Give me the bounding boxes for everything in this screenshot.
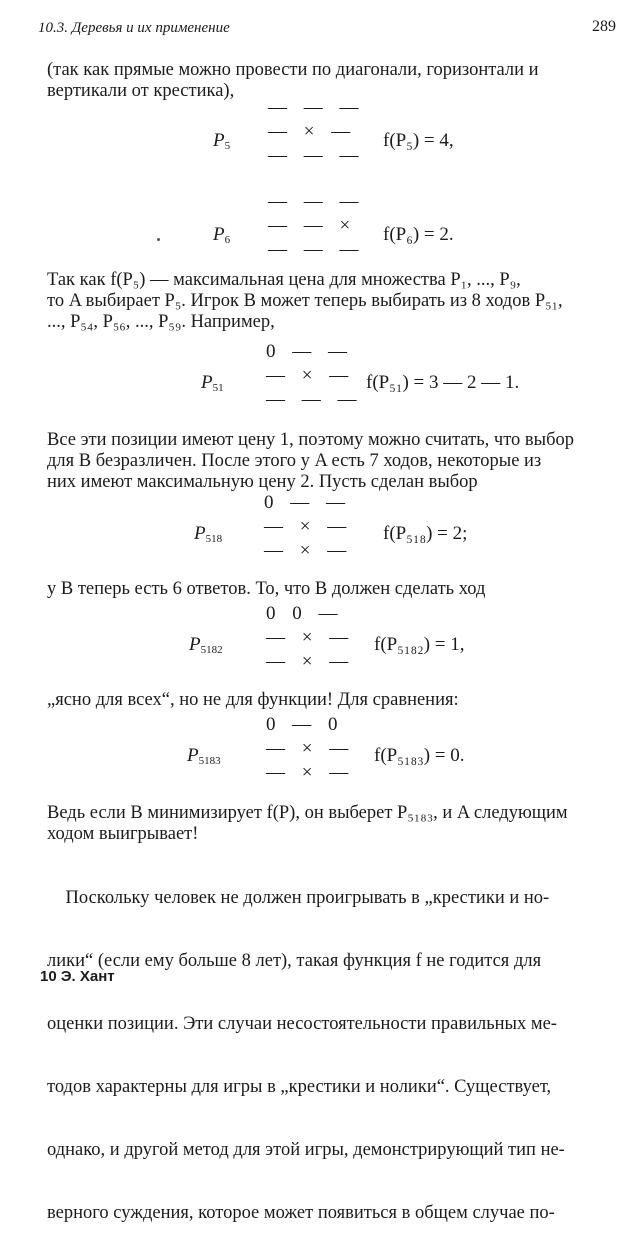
text-line: Поскольку человек не должен проигрывать в „крестики и но- — [47, 888, 550, 908]
paragraph-7 — [47, 846, 625, 1245]
text-line: лики“ (если ему больше 8 лет), такая функция f не годится для — [47, 951, 542, 971]
board-row: — — — — [268, 145, 365, 166]
paragraph-6 — [47, 803, 625, 845]
board-row: — × — — [266, 365, 355, 386]
board-row: — × — — [266, 651, 355, 672]
page-number: 289 — [592, 18, 616, 35]
board-row: — × — — [266, 738, 355, 759]
board-row: — × — — [266, 762, 355, 783]
board-grid — [266, 602, 354, 674]
board-grid — [266, 713, 354, 785]
text-line: Так как f(P₅) — максимальная цена для множества P₁, ..., P₉, — [47, 270, 521, 290]
board-row: — × — — [264, 540, 353, 561]
position-value: f(P₅₁₈) = 2; — [383, 523, 468, 544]
text-line: Все эти позиции имеют цену 1, поэтому можно считать, что выбор — [47, 430, 574, 450]
paragraph-3 — [47, 430, 625, 493]
board-row: — — × — [268, 215, 357, 236]
board-row: 0 — — — [264, 492, 351, 513]
text-line: для B безразличен. После этого у A есть 7 ходов, некоторые из — [47, 451, 542, 471]
position-label: $P_6$ — [213, 224, 231, 246]
text-line: то A выбирает P₅. Игрок B может теперь выбирать из 8 ходов P₅₁, — [47, 291, 563, 311]
signature-mark: 10 Э. Хант — [40, 968, 115, 985]
board-grid — [264, 491, 352, 563]
position-label: $P_{518}$ — [194, 523, 223, 545]
running-header: 10.3. Деревья и их применение — [38, 20, 230, 36]
board-row: — × — — [264, 516, 353, 537]
paragraph-5 — [47, 690, 625, 711]
position-value: f(P₅₁) = 3 — 2 — 1. — [366, 372, 520, 393]
speck — [157, 238, 160, 241]
board-row: — — — — [266, 389, 363, 410]
position-label: $P_{51}$ — [201, 372, 224, 394]
paragraph-4 — [47, 579, 625, 600]
position-label: $P_{5183}$ — [187, 745, 221, 767]
text-line: „ясно для всех“, но не для функции! Для сравнения: — [47, 690, 459, 710]
board-grid — [268, 190, 365, 262]
text-line: у B теперь есть 6 ответов. То, что B должен сделать ход — [47, 579, 486, 599]
board-row: — × — — [268, 121, 357, 142]
text-line: них имеют максимальную цену 2. Пусть сделан выбор — [47, 472, 478, 492]
board-row: 0 — 0 — [266, 714, 344, 735]
text-line: верного суждения, которое может появиться в общем случае по- — [47, 1203, 555, 1223]
paragraph-2 — [47, 270, 625, 333]
text-line: Ведь если B минимизирует f(P), он выберет P₅₁₈₃, и A следующим — [47, 803, 568, 823]
position-label: $P_{5182}$ — [189, 634, 223, 656]
board-row: 0 — — — [266, 341, 353, 362]
text-line: (так как прямые можно провести по диагонали, горизонтали и — [47, 60, 539, 80]
board-row: — — — — [268, 191, 365, 212]
board-row: — — — — [268, 239, 365, 260]
text-line: однако, и другой метод для этой игры, демонстрирующий тип не- — [47, 1140, 565, 1160]
position-label: $P_5$ — [213, 130, 231, 152]
board-row: 0 0 — — [266, 603, 344, 624]
board-row: — × — — [266, 627, 355, 648]
position-value: f(P₅₁₈₂) = 1, — [374, 634, 465, 655]
board-grid — [266, 340, 363, 412]
text-line: ходом выигрывает! — [47, 824, 199, 844]
text-line: тодов характерны для игры в „крестики и нолики“. Существует, — [47, 1077, 552, 1097]
text-line: оценки позиции. Эти случаи несостоятельности правильных ме- — [47, 1014, 557, 1034]
position-value: f(P₅₁₈₃) = 0. — [374, 745, 465, 766]
text-line: вертикали от крестика), — [47, 81, 235, 101]
position-value: f(P₆) = 2. — [383, 224, 454, 245]
text-line: ..., P₅₄, P₅₆, ..., P₅₉. Например, — [47, 312, 275, 332]
board-grid — [268, 96, 365, 168]
board-row: — — — — [268, 97, 365, 118]
position-value: f(P₅) = 4, — [383, 130, 454, 151]
